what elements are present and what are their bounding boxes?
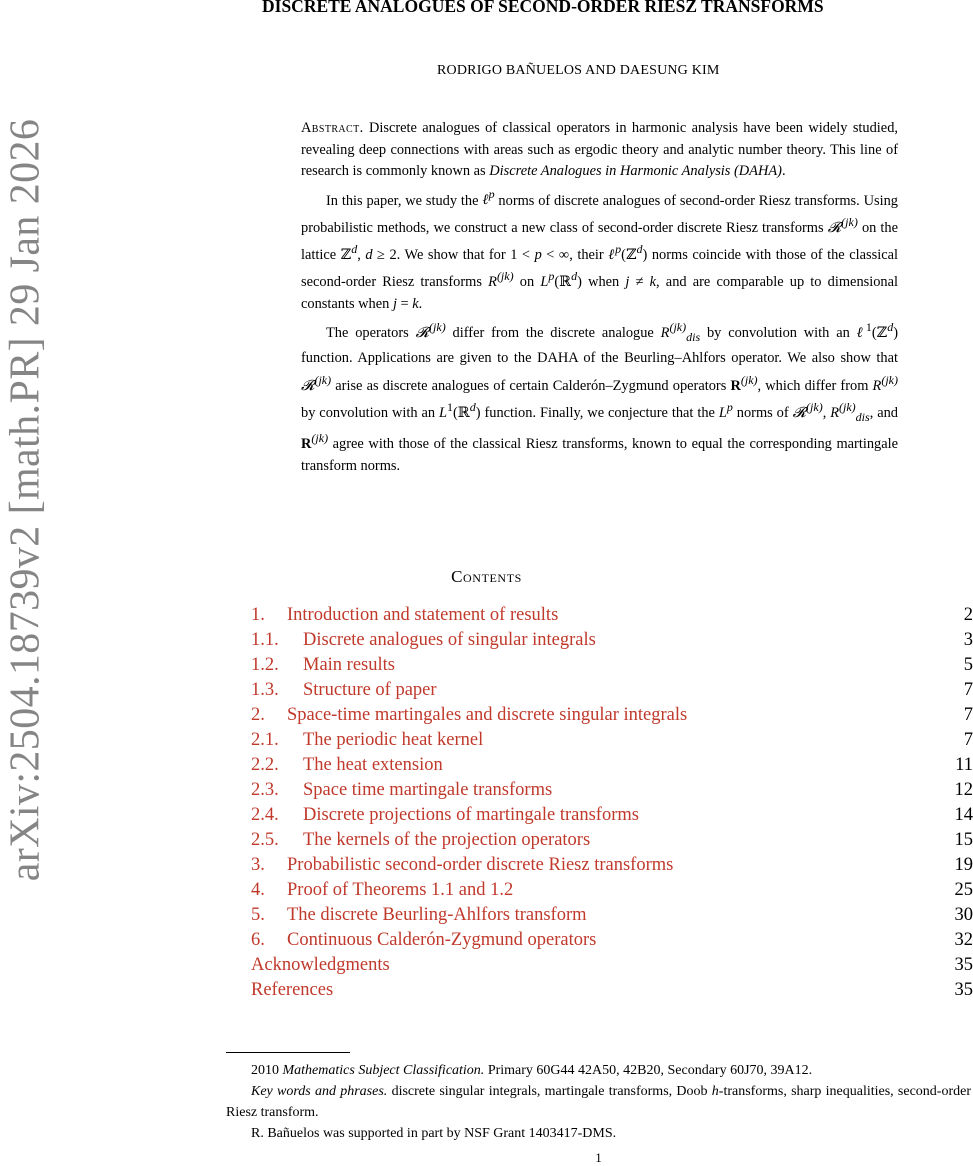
abstract-paragraph-3: The operators 𝓡$^{(jk)}$ differ from the discrete analogue $R^{(jk)}_{dis}$ by convolution with an ℓ$^1$(ℤ$^d$) function. Applications are given to the DAHA of the Beurling–Ahlfors operator. We also show that 𝓡$^{(jk)}$ arise as discrete analogues of certain Calderón–Zygmund operators $R^{(jk)}$, which differ from $R^{(jk)}$ by convolution with an $L^1(ℝ^d)$ function. Finally, we conjecture that the $L^p$ norms of 𝓡$^{(jk)}$, $R^{(jk)}_{dis}$, and $R^{(jk)}$ agree with those of the classical Riesz transforms, known to equal the corresponding martingale transform norms. [301, 320, 898, 474]
toc-entry-5[interactable]: 2. Space-time martingales and discrete singular integrals 7 [251, 705, 973, 725]
footnote-msc: 2010 Mathematics Subject Classification. Primary 60G44 42A50, 42B20, Secondary 60J70, 39A12. [251, 1063, 813, 1078]
footnote-rule [226, 1052, 350, 1053]
toc-entry-8[interactable]: 2.3. Space time martingale transforms 12 [251, 780, 973, 800]
toc-entry-9[interactable]: 2.4. Discrete projections of martingale transforms 14 [251, 805, 973, 825]
abstract [301, 118, 898, 477]
toc-entry-6[interactable]: 2.1. The periodic heat kernel 7 [251, 730, 973, 750]
toc-entry-3[interactable]: 1.2. Main results 5 [251, 655, 973, 675]
paper-authors: RODRIGO BAÑUELOS AND DAESUNG KIM [437, 63, 720, 78]
toc-entry-1[interactable]: 1. Introduction and statement of results 2 [251, 605, 973, 625]
table-of-contents [251, 603, 973, 1003]
toc-entry-references[interactable]: References 35 [251, 980, 973, 1000]
arxiv-sidebar-stamp [0, 105, 50, 895]
toc-entry-10[interactable]: 2.5. The kernels of the projection operators 15 [251, 830, 973, 850]
footnote-keywords: Key words and phrases. discrete singular integrals, martingale transforms, Doob h-transforms, sharp inequalities, second-order Riesz transform. [226, 1084, 972, 1120]
page-number: 1 [595, 1150, 602, 1165]
toc-entry-4[interactable]: 1.3. Structure of paper 7 [251, 680, 973, 700]
footnote-grant: R. Bañuelos was supported in part by NSF Grant 1403417-DMS. [251, 1126, 617, 1141]
footnotes [226, 1060, 971, 1144]
toc-entry-acknowledgments[interactable]: Acknowledgments 35 [251, 955, 973, 975]
toc-entry-7[interactable]: 2.2. The heat extension 11 [251, 755, 973, 775]
toc-entry-13[interactable]: 5. The discrete Beurling-Ahlfors transform 30 [251, 905, 973, 925]
paper-title: DISCRETE ANALOGUES OF SECOND-ORDER RIESZ TRANSFORMS [262, 0, 824, 16]
toc-entry-2[interactable]: 1.1. Discrete analogues of singular integrals 3 [251, 630, 973, 650]
toc-entry-14[interactable]: 6. Continuous Calderón-Zygmund operators 32 [251, 930, 973, 950]
abstract-paragraph-1: Abstract. Discrete analogues of classical operators in harmonic analysis have been widely studied, revealing deep connections with areas such as ergodic theory and analytic number theory. This line of research is commonly known as Discrete Analogues in Harmonic Analysis (DAHA). [301, 120, 898, 179]
abstract-label: Abstract. [301, 120, 364, 136]
arxiv-identifier: arXiv:2504.18739v2 [math.PR] 29 Jan 2026 [2, 118, 49, 882]
toc-entry-11[interactable]: 3. Probabilistic second-order discrete Riesz transforms 19 [251, 855, 973, 875]
abstract-paragraph-2: In this paper, we study the ℓ$^p$ norms of discrete analogues of second-order Riesz transforms. Using probabilistic methods, we construct a new class of second-order discrete Riesz transforms 𝓡$^{(jk)}$ on the lattice ℤ$^d$, d ≥ 2. We show that for 1 < p < ∞, their ℓ$^p$(ℤ$^d$) norms coincide with those of the classical second-order Riesz transforms $R^{(jk)}$ on $L^p(ℝ^d)$ when j ≠ k, and are comparable up to dimensional constants when j = k. [301, 187, 899, 312]
contents-heading: Contents [451, 567, 522, 586]
toc-entry-12[interactable]: 4. Proof of Theorems 1.1 and 1.2 25 [251, 880, 973, 900]
